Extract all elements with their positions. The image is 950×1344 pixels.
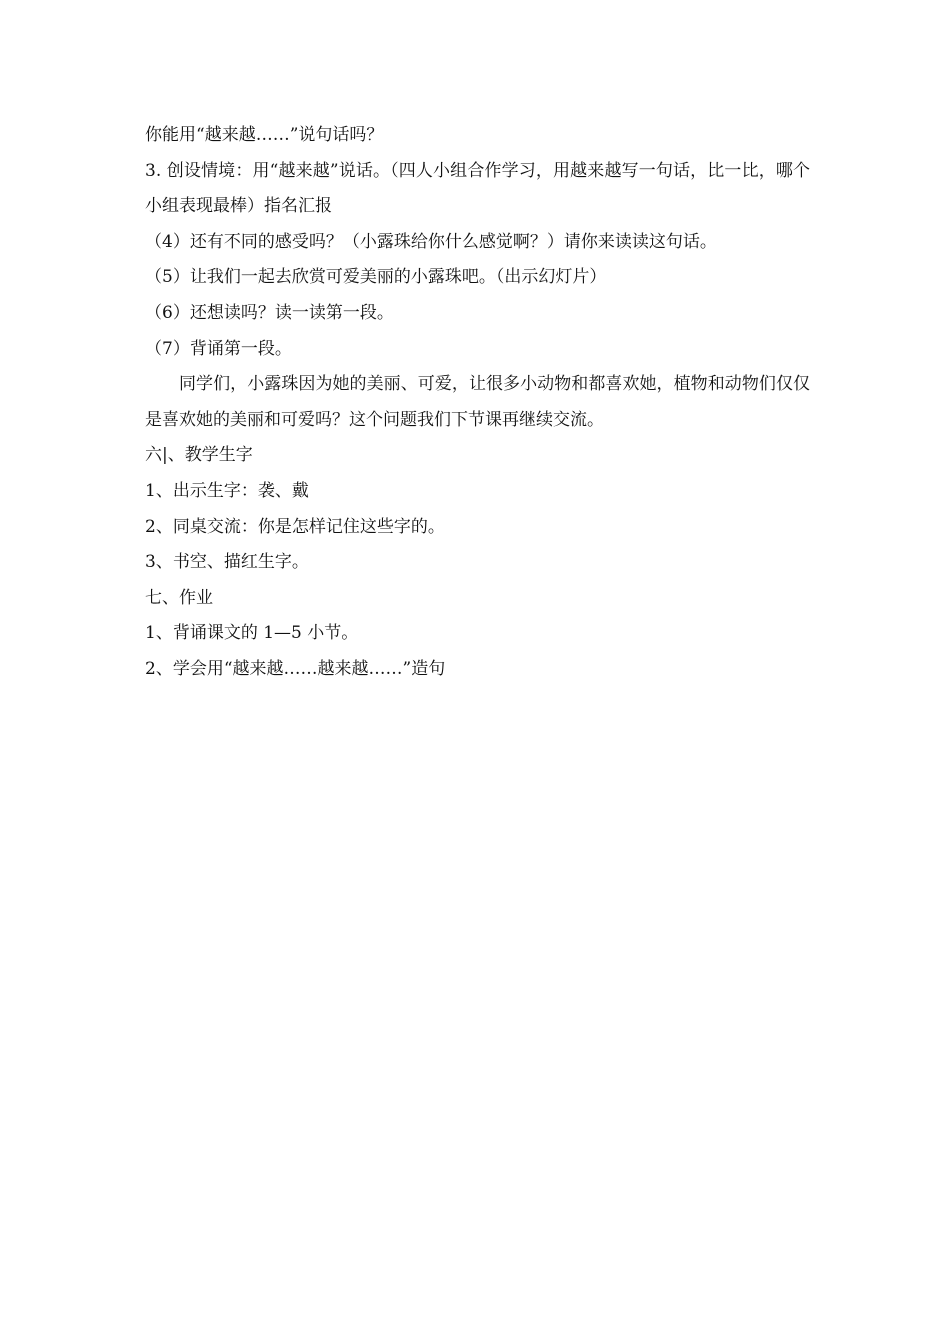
summary-paragraph: 同学们，小露珠因为她的美丽、可爱，让很多小动物和都喜欢她，植物和动物们仅仅是喜欢她的美丽和可爱吗？这个问题我们下节课再继续交流。 [145,374,810,430]
section-6-item-1: 1、出示生字：袭、戴 [145,480,309,501]
document-body [145,118,810,688]
section-6-heading: 六|、教学生字 [145,445,253,466]
item-6-line: （6）还想读吗？读一读第一段。 [145,302,394,323]
section-7-heading: 七、作业 [145,587,213,608]
step-3-paragraph: 3. 创设情境：用“越来越”说话。（四人小组合作学习，用越来越写一句话，比一比，哪个小组表现最棒）指名汇报 [145,160,810,217]
item-5-line: （5）让我们一起去欣赏可爱美丽的小露珠吧。（出示幻灯片） [145,267,607,288]
section-7-item-2: 2、学会用“越来越……越来越……”造句 [145,658,446,679]
question-line: 你能用“越来越……”说句话吗？ [145,125,384,145]
item-7-line: （7）背诵第一段。 [145,338,292,359]
section-6-item-2: 2、同桌交流：你是怎样记住这些字的。 [145,516,445,537]
section-7-item-1: 1、背诵课文的 1—5 小节。 [145,623,359,644]
section-6-item-3: 3、书空、描红生字。 [145,552,309,573]
item-4-line: （4）还有不同的感受吗？（小露珠给你什么感觉啊？）请你来读读这句话。 [145,231,717,252]
